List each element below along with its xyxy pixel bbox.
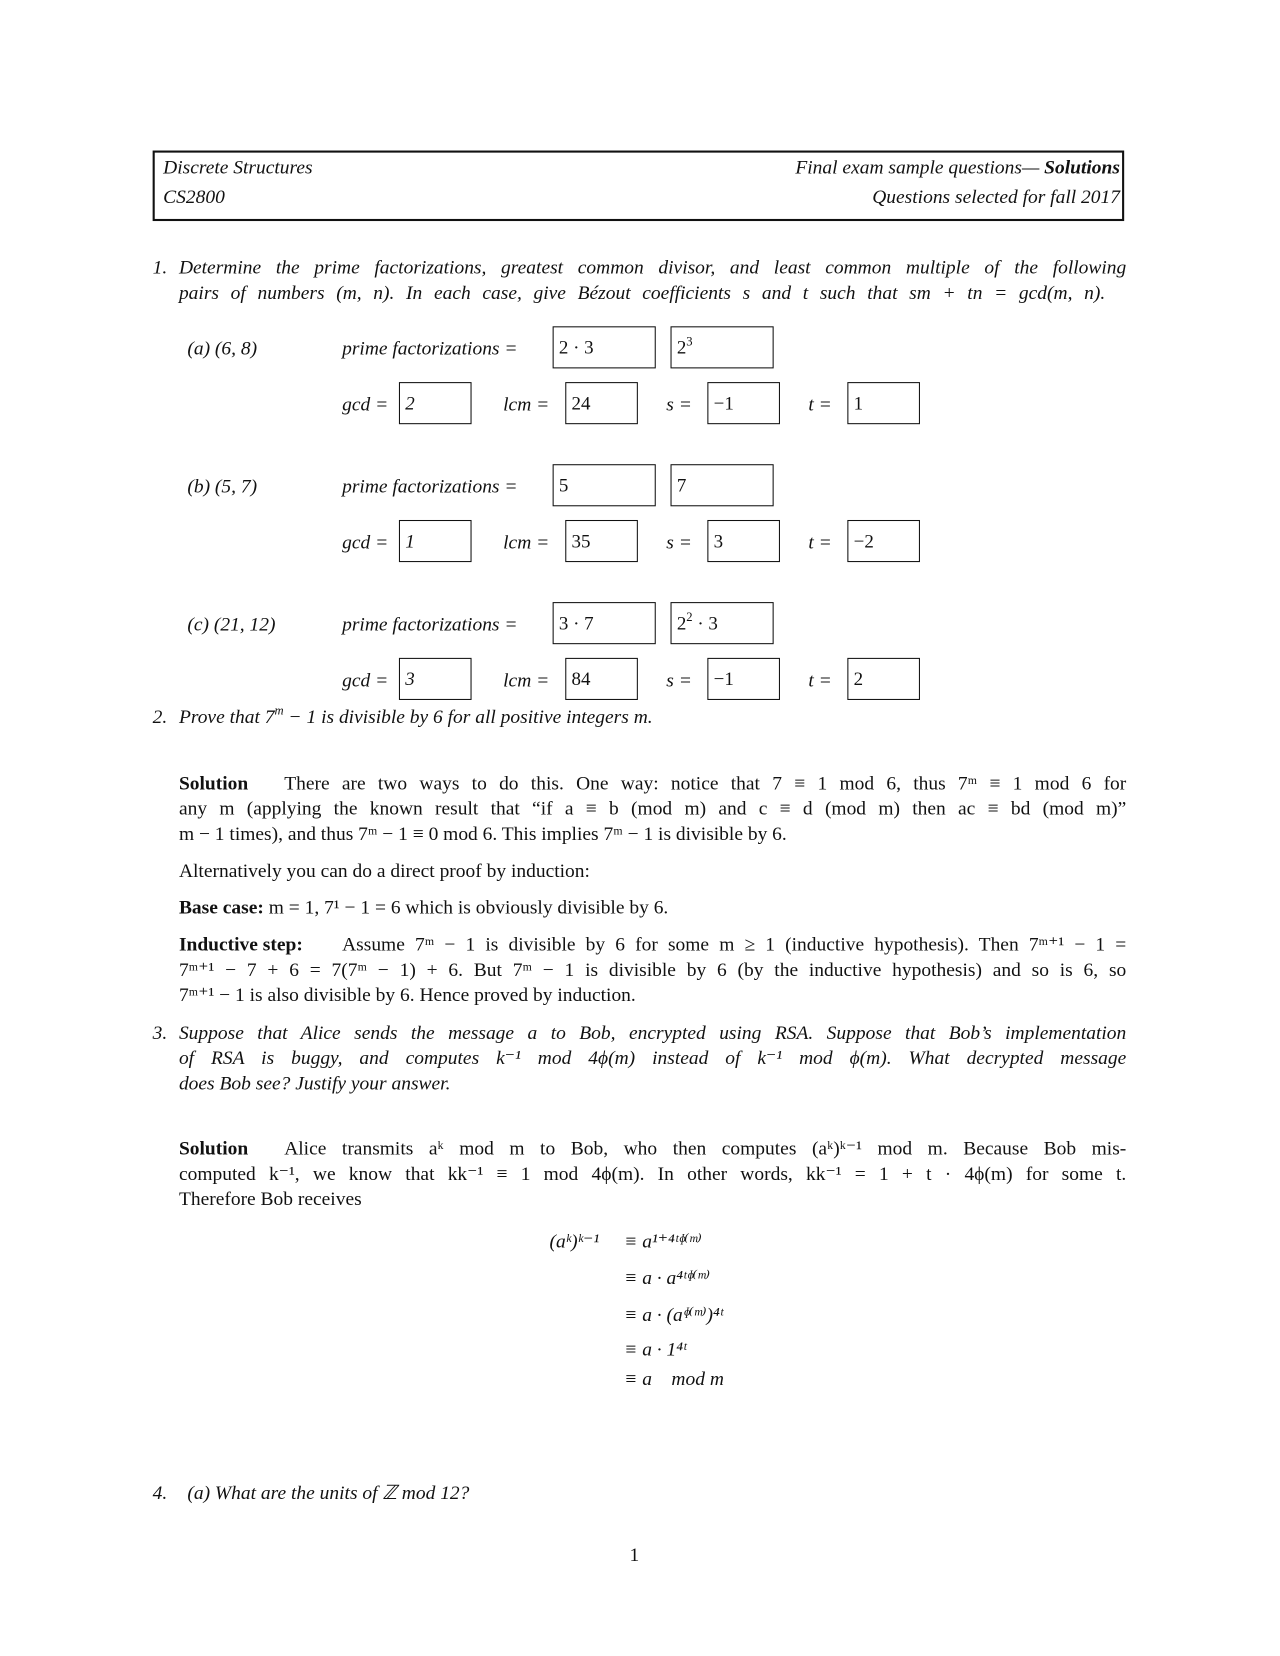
s-answer-box: 3: [707, 520, 780, 562]
exam-title-bold: Solutions: [1044, 157, 1120, 179]
gcd-label: gcd =: [342, 394, 389, 416]
q1-line2: pairs of numbers (m, n). In each case, give Bézout coefficients s and t such that sm + tn = gcd(m, n).: [178, 283, 1106, 305]
gcd-answer-box: 2: [399, 382, 472, 424]
exam-title-text: Final exam sample questions—: [795, 157, 1040, 179]
s-label: s =: [666, 670, 692, 692]
q2-base-case: [179, 897, 668, 920]
q4-number: 4.: [152, 1483, 168, 1505]
pf-base: 7: [676, 474, 687, 496]
q1-line1: Determine the prime factorizations, greatest common divisor, and least common multiple of the following: [178, 257, 1127, 279]
part-label: (a) (6, 8): [187, 338, 258, 360]
prime-factorizations-label: prime factorizations =: [342, 614, 518, 636]
q2-question: [178, 703, 653, 729]
inductive-line3: 7ᵐ⁺¹ − 1 is also divisible by 6. Hence proved by induction.: [178, 985, 636, 1007]
prime-factorization-m-box: 3 · 7: [553, 602, 656, 644]
q3-solution-line3: Therefore Bob receives: [178, 1189, 362, 1211]
course-code: CS2800: [163, 187, 225, 209]
t-label: t =: [808, 670, 832, 692]
pf-exponent: 2: [686, 609, 693, 625]
pf-exponent: 3: [686, 333, 693, 349]
q2-text: Prove that 7: [178, 707, 275, 729]
pf-base: 2: [676, 612, 687, 634]
gcd-label: gcd =: [342, 532, 389, 554]
q2-solution-line3: m − 1 times), and thus 7ᵐ − 1 ≡ 0 mod 6. This implies 7ᵐ − 1 is divisible by 6.: [178, 824, 787, 846]
lcm-label: lcm =: [503, 532, 550, 554]
gcd-answer-box: 1: [399, 520, 472, 562]
q2-sup: m: [274, 703, 284, 718]
q3-line2: of RSA is buggy, and computes k⁻¹ mod 4ϕ(m) instead of k⁻¹ mod ϕ(m). What decrypted message: [178, 1048, 1127, 1070]
inductive-step-label: Inductive step:: [178, 934, 303, 956]
lcm-label: lcm =: [503, 670, 550, 692]
q2-number: 2.: [152, 707, 168, 729]
exam-subtitle: Questions selected for fall 2017: [872, 187, 1120, 209]
t-label: t =: [808, 394, 832, 416]
q3-solution-line1: Alice transmits aᵏ mod m to Bob, who then computes (aᵏ)ᵏ⁻¹ mod m. Because Bob mis-: [284, 1138, 1127, 1160]
part-label: (b) (5, 7): [187, 476, 258, 498]
prime-factorizations-label: prime factorizations =: [342, 476, 518, 498]
q4-question: (a) What are the units of ℤ mod 12?: [187, 1483, 470, 1505]
exam-title: [795, 157, 1120, 180]
equation-lhs: (aᵏ)ᵏ⁻¹: [549, 1231, 600, 1253]
q1-number: 1.: [152, 257, 168, 279]
gcd-label: gcd =: [342, 670, 389, 692]
inductive-line1: Assume 7ᵐ − 1 is divisible by 6 for some m ≥ 1 (inductive hypothesis). Then 7ᵐ⁺¹ − 1 =: [342, 934, 1127, 956]
page-number: 1: [629, 1545, 640, 1567]
q2-alternative: Alternatively you can do a direct proof by induction:: [178, 861, 590, 883]
q3-line3: does Bob see? Justify your answer.: [178, 1073, 451, 1095]
equation-step-2: ≡ a · a⁴ᵗᶲ⁽ᵐ⁾: [624, 1268, 711, 1290]
t-answer-box: 1: [847, 382, 920, 424]
q3-line1: Suppose that Alice sends the message a to Bob, encrypted using RSA. Suppose that Bob’s implementation: [178, 1023, 1127, 1045]
t-answer-box: 2: [847, 658, 920, 700]
q2-solution-line1: There are two ways to do this. One way: notice that 7 ≡ 1 mod 6, thus 7ᵐ ≡ 1 mod 6 for: [284, 773, 1127, 795]
prime-factorization-m-box: 5: [553, 464, 656, 506]
part-label: (c) (21, 12): [187, 614, 276, 636]
prime-factorizations-label: prime factorizations =: [342, 338, 518, 360]
equation-step-5: ≡ a mod m: [624, 1369, 724, 1391]
base-case-label: Base case:: [178, 897, 264, 919]
q2-solution-label: Solution: [178, 773, 249, 795]
s-label: s =: [666, 394, 692, 416]
gcd-answer-box: 3: [399, 658, 472, 700]
q3-solution-label: Solution: [178, 1138, 249, 1160]
pf-base: 2: [676, 336, 687, 358]
q2-text2: − 1 is divisible by 6 for all positive integers m.: [283, 707, 653, 729]
equation-step-1: ≡ a¹⁺⁴ᵗᶲ⁽ᵐ⁾: [624, 1231, 702, 1253]
s-answer-box: −1: [707, 382, 780, 424]
lcm-answer-box: 84: [565, 658, 638, 700]
q3-number: 3.: [152, 1023, 168, 1045]
q3-solution-line2: computed k⁻¹, we know that kk⁻¹ ≡ 1 mod 4ϕ(m). In other words, kk⁻¹ = 1 + t · 4ϕ(m) for some t.: [178, 1164, 1127, 1186]
prime-factorization-m-box: 2 · 3: [553, 326, 656, 368]
lcm-answer-box: 35: [565, 520, 638, 562]
t-label: t =: [808, 532, 832, 554]
prime-factorization-n-box: [671, 602, 774, 644]
lcm-answer-box: 24: [565, 382, 638, 424]
inductive-line2: 7ᵐ⁺¹ − 7 + 6 = 7(7ᵐ − 1) + 6. But 7ᵐ − 1 is divisible by 6 (by the inductive hypothesis) and so is 6, so: [178, 959, 1127, 982]
course-name: Discrete Structures: [163, 157, 313, 179]
q2-solution-line2: any m (applying the known result that “if a ≡ b (mod m) and c ≡ d (mod m) then ac ≡ bd (mod m)”: [178, 798, 1127, 820]
prime-factorization-n-box: [671, 326, 774, 368]
s-answer-box: −1: [707, 658, 780, 700]
lcm-label: lcm =: [503, 394, 550, 416]
t-answer-box: −2: [847, 520, 920, 562]
s-label: s =: [666, 532, 692, 554]
prime-factorization-n-box: [671, 464, 774, 506]
pf-rest: · 3: [692, 612, 718, 634]
base-case-text: m = 1, 7¹ − 1 = 6 which is obviously divisible by 6.: [268, 897, 669, 919]
equation-step-4: ≡ a · 1⁴ᵗ: [624, 1339, 687, 1362]
equation-step-3: ≡ a · (aᶲ⁽ᵐ⁾)⁴ᵗ: [624, 1305, 724, 1327]
